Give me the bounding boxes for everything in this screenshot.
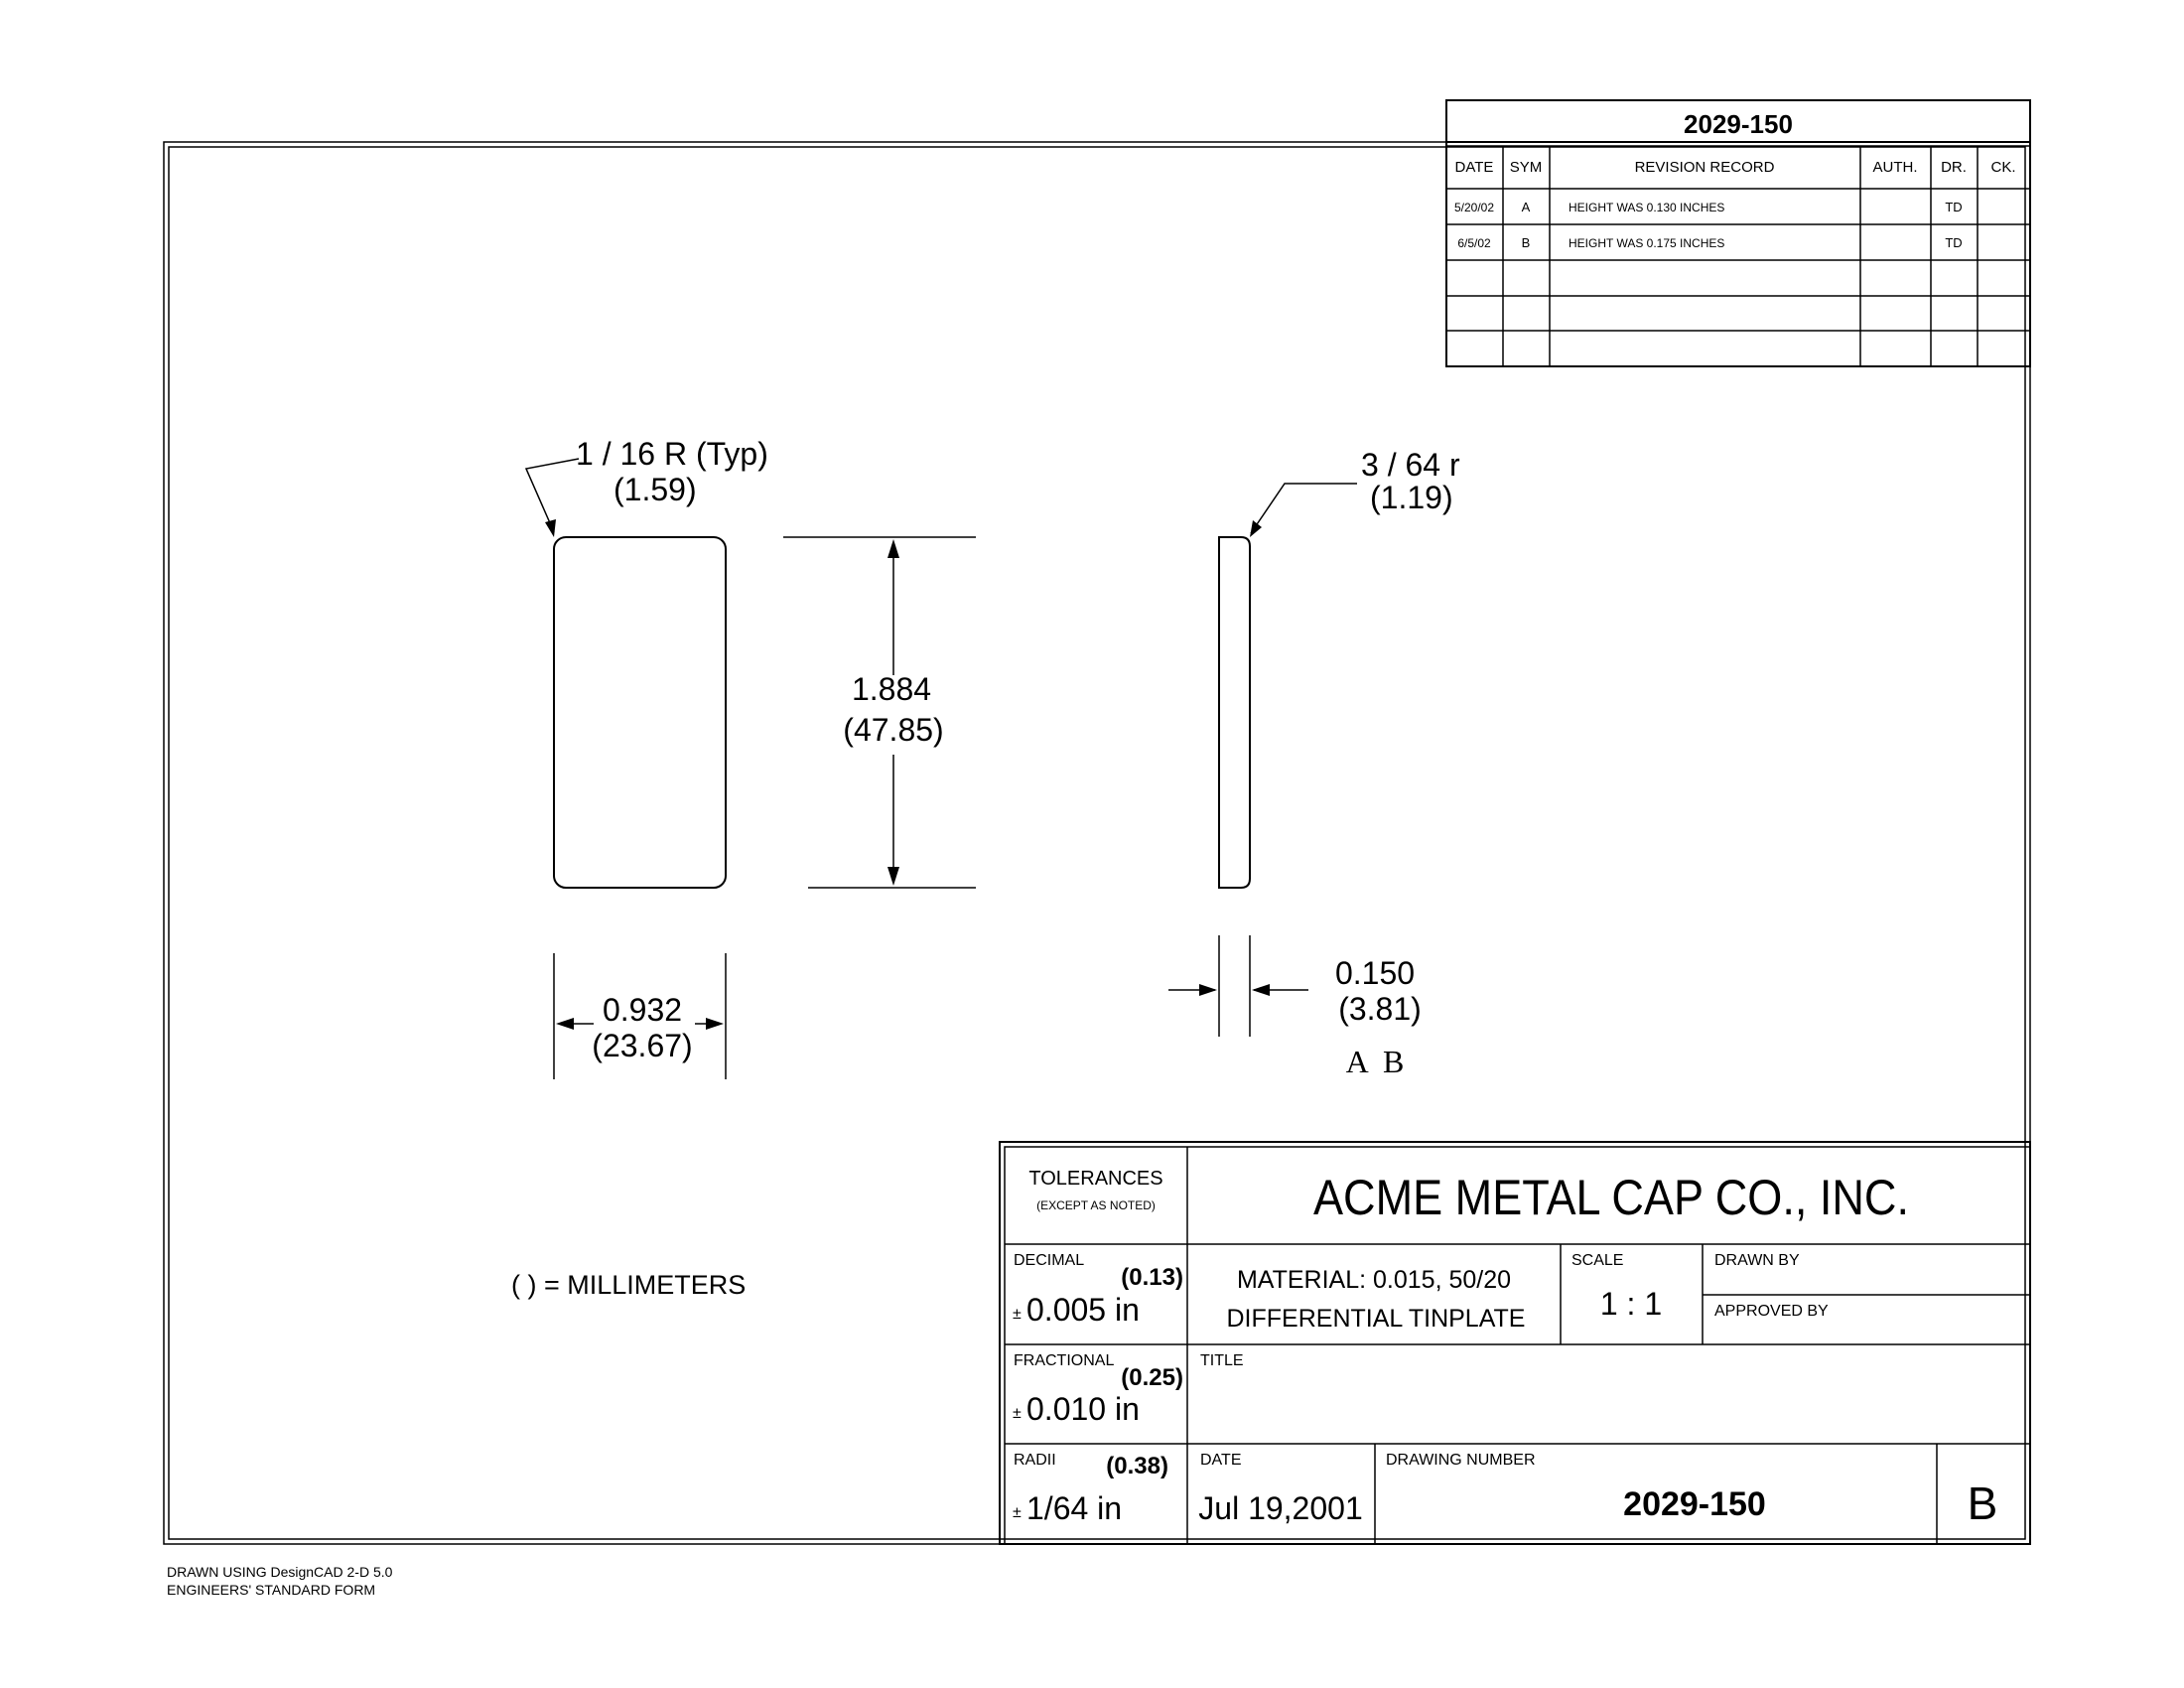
rev-row-a-date: 5/20/02 [1453,201,1495,214]
date-label: DATE [1200,1452,1242,1469]
width-inch: 0.932 [602,992,683,1028]
scale-value: 1 : 1 [1599,1286,1663,1322]
decimal-plusminus: ± [1013,1306,1022,1323]
material-line1: MATERIAL: 0.015, 50/20 [1236,1266,1512,1294]
date-value: Jul 19,2001 [1198,1490,1363,1526]
tolerances-sub: (EXCEPT AS NOTED) [1036,1198,1156,1212]
decimal-mm: (0.13) [1121,1264,1183,1291]
units-note: ( ) = MILLIMETERS [511,1270,747,1300]
rev-row-a-dr: TD [1945,200,1963,214]
corner-radius-inch: 1 / 16 R (Typ) [576,436,768,472]
revision-block-number: 2029-150 [1684,109,1793,139]
sheet-border [164,142,2030,1544]
rev-row-a-sym: A [1521,200,1531,214]
revision-letter: B [1967,1477,1998,1529]
scale-label: SCALE [1571,1252,1624,1269]
approved-by-label: APPROVED BY [1714,1303,1829,1320]
material-line2: DIFFERENTIAL TINPLATE [1226,1305,1526,1333]
title-label: TITLE [1200,1352,1244,1369]
decimal-label: DECIMAL [1014,1252,1085,1269]
edge-radius-inch: 3 / 64 r [1361,447,1460,483]
rev-row-b-sym: B [1521,235,1531,250]
rev-row-a-record: HEIGHT WAS 0.130 INCHES [1569,201,1725,214]
rev-header-sym: SYM [1509,159,1543,176]
fractional-label: FRACTIONAL [1014,1352,1115,1369]
fractional-mm: (0.25) [1121,1364,1183,1391]
height-inch: 1.884 [851,671,932,707]
rev-row-b-date: 6/5/02 [1457,236,1491,250]
tolerances-label: TOLERANCES [1028,1168,1163,1190]
rev-header-ck: CK. [1990,159,2016,176]
edge-radius-leader [1251,484,1357,533]
revision-marks: A B [1345,1044,1405,1079]
thickness-mm: (3.81) [1338,991,1422,1027]
drawing-number-label: DRAWING NUMBER [1386,1452,1536,1469]
rev-header-record: REVISION RECORD [1634,159,1775,176]
width-dimension [554,953,726,1079]
rev-header-dr: DR. [1941,159,1967,176]
rev-row-b-record: HEIGHT WAS 0.175 INCHES [1569,236,1725,250]
width-mm: (23.67) [592,1028,693,1063]
fractional-value: 0.010 in [1026,1391,1140,1427]
rev-row-b-dr: TD [1945,235,1963,250]
radii-label: RADII [1014,1452,1056,1469]
footer-line1: DRAWN USING DesignCAD 2-D 5.0 [167,1564,393,1580]
side-view-outline [1219,537,1250,888]
height-mm: (47.85) [843,712,944,748]
edge-radius-mm: (1.19) [1370,480,1453,515]
company-name: ACME METAL CAP CO., INC. [1313,1170,1909,1225]
footer-line2: ENGINEERS' STANDARD FORM [167,1582,376,1598]
rev-header-date: DATE [1454,159,1494,176]
side-view [1219,447,1460,888]
rev-header-auth: AUTH. [1872,159,1918,176]
thickness-inch: 0.150 [1334,955,1416,991]
radii-plusminus: ± [1013,1504,1022,1521]
radii-value: 1/64 in [1026,1490,1123,1526]
corner-radius-mm: (1.59) [614,472,697,507]
fractional-plusminus: ± [1013,1405,1022,1422]
drawn-by-label: DRAWN BY [1714,1252,1800,1269]
thickness-dimension [1168,935,1422,1079]
height-dimension [783,537,976,888]
title-block [1000,1142,2030,1544]
front-view-outline [554,537,726,888]
radii-mm: (0.38) [1106,1453,1168,1479]
front-view [526,436,768,888]
drawing-number-value: 2029-150 [1623,1485,1766,1523]
decimal-value: 0.005 in [1026,1292,1140,1328]
revision-block [1446,100,2030,366]
